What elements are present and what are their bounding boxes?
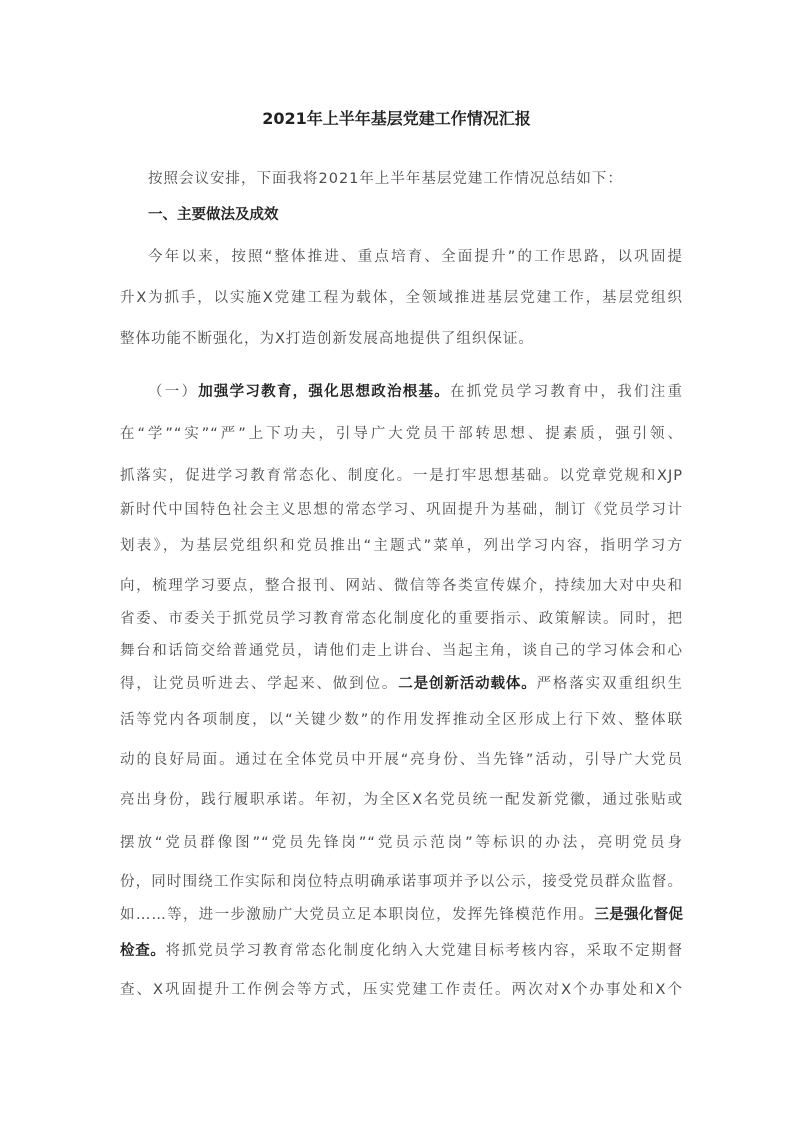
paragraph-line (120, 576, 683, 596)
text: 将抓党员学习教育常态化制度化纳入大党建目标考核内容，采取不定期督 (165, 943, 684, 959)
paragraph-line (120, 329, 683, 349)
text: 向，梳理学习要点，整合报刊、网站、微信等各类宣传媒介，持续加大对中央和 (120, 578, 683, 594)
paragraph-line (120, 424, 683, 444)
text: 动的良好局面。通过在全体党员中开展“亮身份、当先锋”活动，引导广大党员 (120, 752, 683, 768)
text: 升X为抓手，以实施X党建工程为载体，全领域推进基层党建工作，基层党组织 (120, 290, 683, 306)
text: 在“学”“实”“严”上下功夫，引导广大党员干部转思想、提素质，强引领、 (120, 426, 683, 442)
bold-text: 加强学习教育，强化思想政治根基。 (198, 384, 450, 400)
paragraph-line (120, 466, 683, 486)
text: 整体功能不断强化，为X打造创新发展高地提供了组织保证。 (120, 331, 534, 347)
paragraph-line (148, 247, 683, 267)
bold-text: 一、主要做法及成效 (148, 207, 279, 223)
text: 如……等，进一步激励广大党员立足本职岗位，发挥先锋模范作用。 (120, 907, 595, 923)
paragraph-line (120, 941, 683, 961)
text: 活等党内各项制度，以“关键少数”的作用发挥推动全区形成上行下效、整体联 (120, 712, 683, 728)
text: 新时代中国特色社会主义思想的常态学习、巩固提升为基础，制订《党员学习计 (120, 502, 683, 518)
paragraph-line (120, 500, 683, 520)
text: 按照会议安排，下面我将2021年上半年基层党建工作情况总结如下： (148, 171, 623, 187)
paragraph-line (120, 980, 683, 1000)
text: 抓落实，促进学习教育常态化、制度化。一是打牢思想基础。以党章党规和XJP (120, 468, 683, 484)
paragraph-line (120, 609, 683, 629)
text: 得，让党员听进去、学起来、做到位。 (120, 676, 399, 692)
paragraph-line (148, 169, 683, 189)
section-heading (148, 205, 683, 225)
text: 省委、市委关于抓党员学习教育常态化制度化的重要指示、政策解读。同时，把 (120, 611, 683, 627)
text: 在抓党员学习教育中，我们注重 (449, 384, 683, 400)
text: 查、X巩固提升工作例会等方式，压实党建工作责任。两次对X个办事处和X个 (120, 982, 683, 998)
text: 摆放“党员群像图”“党员先锋岗”“党员示范岗”等标识的办法，亮明党员身 (120, 835, 683, 851)
paragraph-line (120, 833, 683, 853)
paragraph-line (120, 288, 683, 308)
paragraph-line (120, 710, 683, 730)
paragraph-line (120, 872, 683, 892)
paragraph-line (148, 382, 683, 402)
text: 份，同时围绕工作实际和岗位特点明确承诺事项并予以公示，接受党员群众监督。 (120, 874, 683, 890)
paragraph-line (120, 790, 683, 810)
text: 严格落实双重组织生 (536, 676, 684, 692)
document-title: 2021年上半年基层党建工作情况汇报 (262, 109, 531, 128)
paragraph-line (120, 905, 683, 925)
text: 舞台和话筒交给普通党员，请他们走上讲台、当起主角，谈自己的学习体会和心 (120, 643, 683, 659)
paragraph-line (120, 536, 683, 556)
paragraph-line (120, 750, 683, 770)
paragraph-line (120, 641, 683, 661)
text: 亮出身份，践行履职承诺。年初，为全区X名党员统一配发新党徽，通过张贴或 (120, 792, 683, 808)
text: （一） (148, 384, 199, 400)
text: 今年以来，按照“整体推进、重点培育、全面提升”的工作思路，以巩固提 (148, 249, 683, 265)
bold-text: 检查。 (120, 943, 166, 959)
text: 划表》，为基层党组织和党员推出“主题式”菜单，列出学习内容，指明学习方 (120, 538, 683, 554)
bold-text: 三是强化督促 (594, 907, 684, 923)
bold-text: 二是创新活动载体。 (398, 676, 537, 692)
paragraph-line (120, 674, 683, 694)
